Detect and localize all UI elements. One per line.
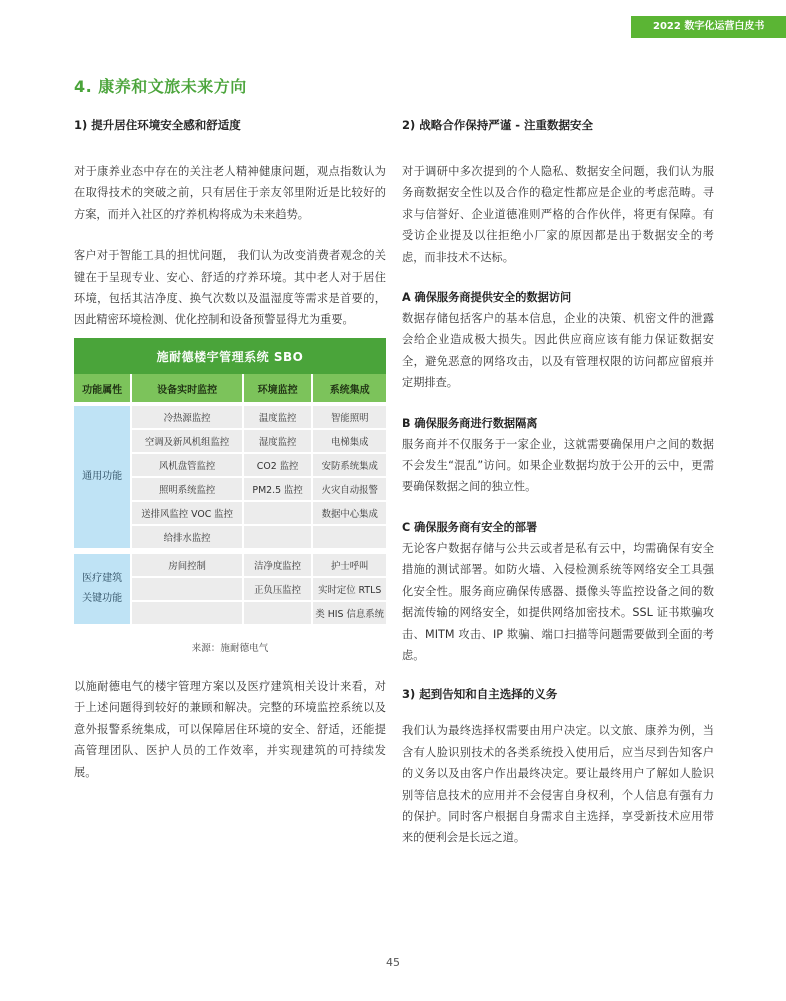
- table-cell: [244, 526, 314, 550]
- table-cell: 护士呼叫: [313, 554, 386, 578]
- table-row: [74, 554, 386, 578]
- page-number: 45: [386, 956, 400, 969]
- table-cell: 空调及新风机组监控: [132, 430, 243, 454]
- table-cell: CO2 监控: [244, 454, 314, 478]
- paragraph-c: 无论客户数据存储与公共云或者是私有云中，均需确保有安全措施的测试部署。如防火墙、入侵检测系统等网络安全工具强化安全性。服务商应确保传感器、摄像头等监控设备之间的数据流传输的网络安全，如提供网络加密技术。SSL 证书欺骗攻击、MITM 攻击、IP 欺骗、端口扫描等问题需要做到全面的考虑。: [402, 541, 714, 662]
- table-cell: 湿度监控: [244, 430, 314, 454]
- table-cell: 火灾自动报警: [313, 478, 386, 502]
- table-cell: 智能照明: [313, 406, 386, 430]
- subheading-c: C 确保服务商有安全的部署: [402, 520, 538, 534]
- paragraph-a: 数据存储包括客户的基本信息，企业的决策、机密文件的泄露会给企业造成极大损失。因此供应商应该有能力保证数据安全，避免恶意的网络攻击，以及有管理权限的访问都应留痕并定期排查。: [402, 312, 714, 390]
- right-paragraph-3: 我们认为最终选择权需要由用户决定。以文旅、康养为例，当含有人脸识别技术的各类系统投入使用后，应当尽到告知客户的义务以及由客户作出最终决定。要让最终用户了解如人脸识别等信息技术的应用并不会侵害自身权利，个人信息有强有力的保护。同时客户根据自身需求自主选择，享受新技术应用带来的便利会是长远之道。: [402, 724, 714, 845]
- table-cell: 实时定位 RTLS: [313, 578, 386, 602]
- table-header: 系统集成: [313, 374, 386, 402]
- table-cell: 洁净度监控: [244, 554, 314, 578]
- subheading-b: B 确保服务商进行数据隔离: [402, 416, 538, 430]
- table-cell: 安防系统集成: [313, 454, 386, 478]
- table-cell: 冷热源监控: [132, 406, 243, 430]
- right-heading: 2) 战略合作保持严谨 - 注重数据安全: [402, 118, 594, 132]
- left-paragraph-3: 以施耐德电气的楼宇管理方案以及医疗建筑相关设计来看，对于上述问题得到较好的兼顾和解决。完整的环境监控系统以及意外报警系统集成，可以保障居住环境的安全、舒适，还能提高管理团队、医护人员的工作效率，并实现建筑的可持续发展。: [74, 680, 386, 779]
- group-label-line: 关键功能: [82, 593, 123, 604]
- table-group-label: 通用功能: [74, 406, 132, 550]
- table-cell: 送排风监控 VOC 监控: [132, 502, 243, 526]
- table-cell: [244, 602, 314, 626]
- left-paragraph-1: 对于康养业态中存在的关注老人精神健康问题，观点指数认为在取得技术的突破之前，只有居住于亲友邻里附近是比较好的方案，而并入社区的疗养机构将成为未来趋势。: [74, 165, 386, 221]
- left-column: [74, 117, 386, 351]
- table-header-row: [74, 374, 386, 402]
- section-title: 4. 康养和文旅未来方向: [74, 77, 247, 96]
- report-title-badge: 2022 数字化运营白皮书: [631, 16, 786, 38]
- table-source: 来源：施耐德电气: [191, 643, 269, 654]
- table-row: [74, 406, 386, 430]
- table-header: 设备实时监控: [132, 374, 243, 402]
- table-cell: [244, 502, 314, 526]
- table-title: 施耐德楼宇管理系统 SBO: [74, 338, 386, 374]
- paragraph-b: 服务商并不仅服务于一家企业，这就需要确保用户之间的数据不会发生“混乱”访问。如果企业数据均放于公开的云中，更需要确保数据之间的独立性。: [402, 437, 714, 494]
- right-column: [402, 117, 714, 869]
- table-cell: 给排水监控: [132, 526, 243, 550]
- table-cell: 正负压监控: [244, 578, 314, 602]
- table-cell: 数据中心集成: [313, 502, 386, 526]
- sbo-table: [74, 338, 386, 626]
- left-paragraph-2: 客户对于智能工具的担忧问题， 我们认为改变消费者观念的关键在于呈现专业、安心、舒适的疗养环境。其中老人对于居住环境，包括其洁净度、换气次数以及温湿度等需求是首要的，因此精密环境检测、优化控制和设备预警显得尤为重要。: [74, 249, 386, 327]
- table-cell: 风机盘管监控: [132, 454, 243, 478]
- table-cell: 类 HIS 信息系统: [313, 602, 386, 626]
- group-label-line: 医疗建筑: [82, 573, 123, 584]
- table-group-label: [74, 554, 132, 626]
- table-cell: PM2.5 监控: [244, 478, 314, 502]
- table-header: 环境监控: [244, 374, 314, 402]
- table-cell: 电梯集成: [313, 430, 386, 454]
- table-cell: [313, 526, 386, 550]
- table-cell: 温度监控: [244, 406, 314, 430]
- right-paragraph-1: 对于调研中多次提到的个人隐私、数据安全问题，我们认为服务商数据安全性以及合作的稳定性都应是企业的考虑范畴。寻求与信誉好、企业道德准则严格的合作伙伴，将更有保障。有受访企业提及以往拒绝小厂家的原因都是出于数据安全的考虑，而非技术不达标。: [402, 165, 714, 264]
- right-heading-3: 3) 起到告知和自主选择的义务: [402, 687, 558, 702]
- left-column-bottom: [74, 676, 386, 803]
- table-cell: [132, 602, 243, 626]
- subheading-a: A 确保服务商提供安全的数据访问: [402, 291, 572, 305]
- table-cell: 房间控制: [132, 554, 243, 578]
- table-header: 功能属性: [74, 374, 132, 402]
- table-cell: 照明系统监控: [132, 478, 243, 502]
- left-heading: 1) 提升居住环境安全感和舒适度: [74, 118, 241, 132]
- table-cell: [132, 578, 243, 602]
